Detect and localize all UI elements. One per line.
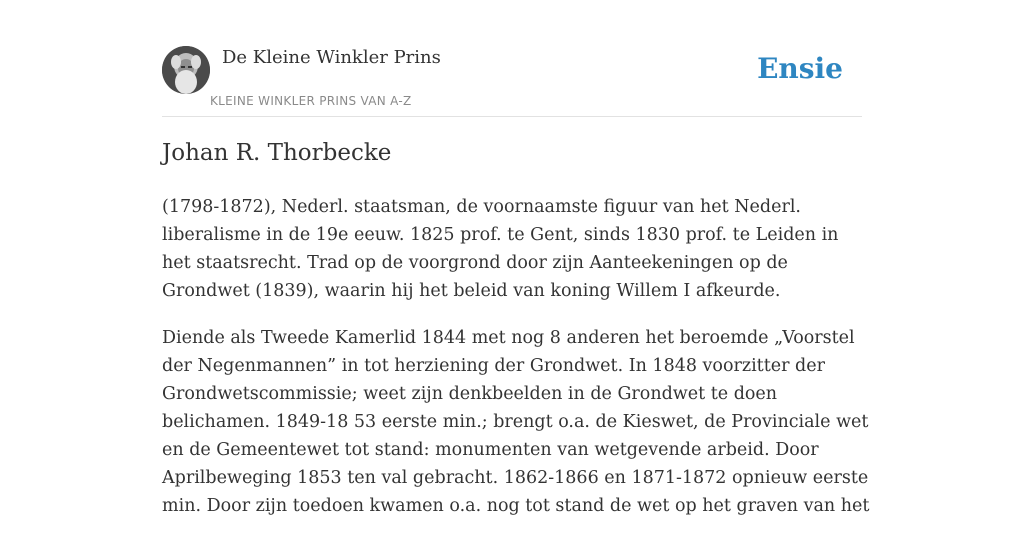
article-paragraph: Diende als Tweede Kamerlid 1844 met nog 8 anderen het beroemde „Voorstel der Negenmannen” in tot herziening der Grondwet. In 1848 voorzitter der Grondwetscommissie; weet zijn denkbeelden in de Grondwet te doen belichamen. 1849-18 53 eerste min.; brengt o.a. de Kieswet, de Provinciale wet en de Gemeentewet tot stand: monumenten van wetgevende arbeid. Door Aprilbeweging 1853 ten val gebracht. 1862-1866 en 1871-1872 opnieuw eerste min. Door zijn toedoen kwamen o.a. nog tot stand de wet op het graven van het: [162, 328, 870, 516]
article-paragraph: (1798-1872), Nederl. staatsman, de voornaamste figuur van het Nederl. liberalisme in de 19e eeuw. 1825 prof. te Gent, sinds 1830 prof. te Leiden in het staatsrecht. Trad op de voorgrond door zijn Aanteekeningen op de Grondwet (1839), waarin hij het beleid van koning Willem I afkeurde.: [162, 197, 839, 301]
page-container: [162, 0, 870, 516]
source-title[interactable]: De Kleine Winkler Prins: [222, 47, 441, 68]
source-avatar[interactable]: [162, 46, 210, 94]
article-body: [162, 193, 872, 539]
source-subtitle[interactable]: KLEINE WINKLER PRINS VAN A-Z: [210, 94, 412, 108]
portrait-image: [162, 46, 210, 94]
article-title: Johan R. Thorbecke: [162, 140, 392, 166]
ensie-logo-link[interactable]: Ensie: [757, 52, 843, 85]
header: [162, 0, 862, 117]
